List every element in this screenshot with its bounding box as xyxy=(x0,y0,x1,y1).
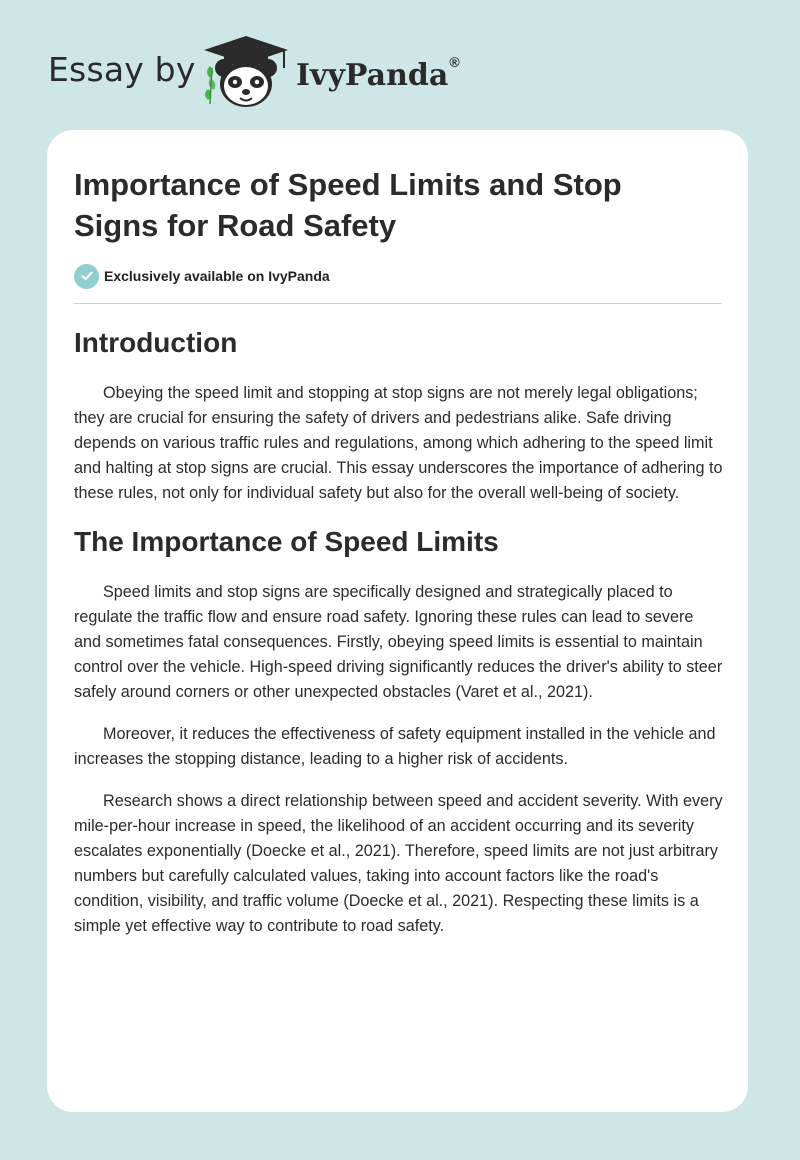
exclusive-badge xyxy=(74,263,330,289)
essay-body xyxy=(74,326,724,939)
paragraph: Obeying the speed limit and stopping at stop signs are not merely legal obligations; they are crucial for ensuring the safety of drivers and pedestrians alike. Safe driving depends on various traffic rules and regulations, among which adhering to the speed limit and halting at stop signs are crucial. This essay underscores the importance of adhering to these rules, not only for individual safety but also for the overall well-being of society. xyxy=(74,384,723,502)
paragraph: Moreover, it reduces the effectiveness of safety equipment installed in the vehicle and increases the stopping distance, leading to a higher risk of accidents. xyxy=(74,725,716,768)
paragraph: Speed limits and stop signs are specifically designed and strategically placed to regulate the traffic flow and ensure road safety. Ignoring these rules can lead to severe and sometimes fatal consequences. Firstly, obeying speed limits is essential to maintain control over the vehicle. High-speed driving significantly reduces the driver's ability to steer safely around corners or other unexpected obstacles (Varet et al., 2021). xyxy=(74,583,723,701)
essay-card xyxy=(47,130,748,1112)
section-heading-speed-limits: The Importance of Speed Limits xyxy=(74,526,499,557)
divider xyxy=(74,303,722,304)
page-title: Importance of Speed Limits and Stop Signs for Road Safety xyxy=(74,167,622,243)
paragraph: Research shows a direct relationship between speed and accident severity. With every mile-per-hour increase in speed, the likelihood of an accident occurring and its severity escalates exponentially (Doecke et al., 2021). Therefore, speed limits are not just arbitrary numbers but carefully calculated values, taking into account factors like the road's condition, visibility, and traffic volume (Doecke et al., 2021). Respecting these limits is a simple yet effective way to contribute to road safety. xyxy=(74,792,723,935)
brand-name: IvyPanda® xyxy=(296,54,460,93)
site-header xyxy=(0,0,800,130)
section-heading-introduction: Introduction xyxy=(74,327,238,358)
exclusive-badge-label: Exclusively available on IvyPanda xyxy=(104,268,330,284)
checkmark-icon xyxy=(74,264,99,289)
panda-logo-icon xyxy=(200,34,292,110)
essay-by-label: Essay by xyxy=(48,50,196,89)
